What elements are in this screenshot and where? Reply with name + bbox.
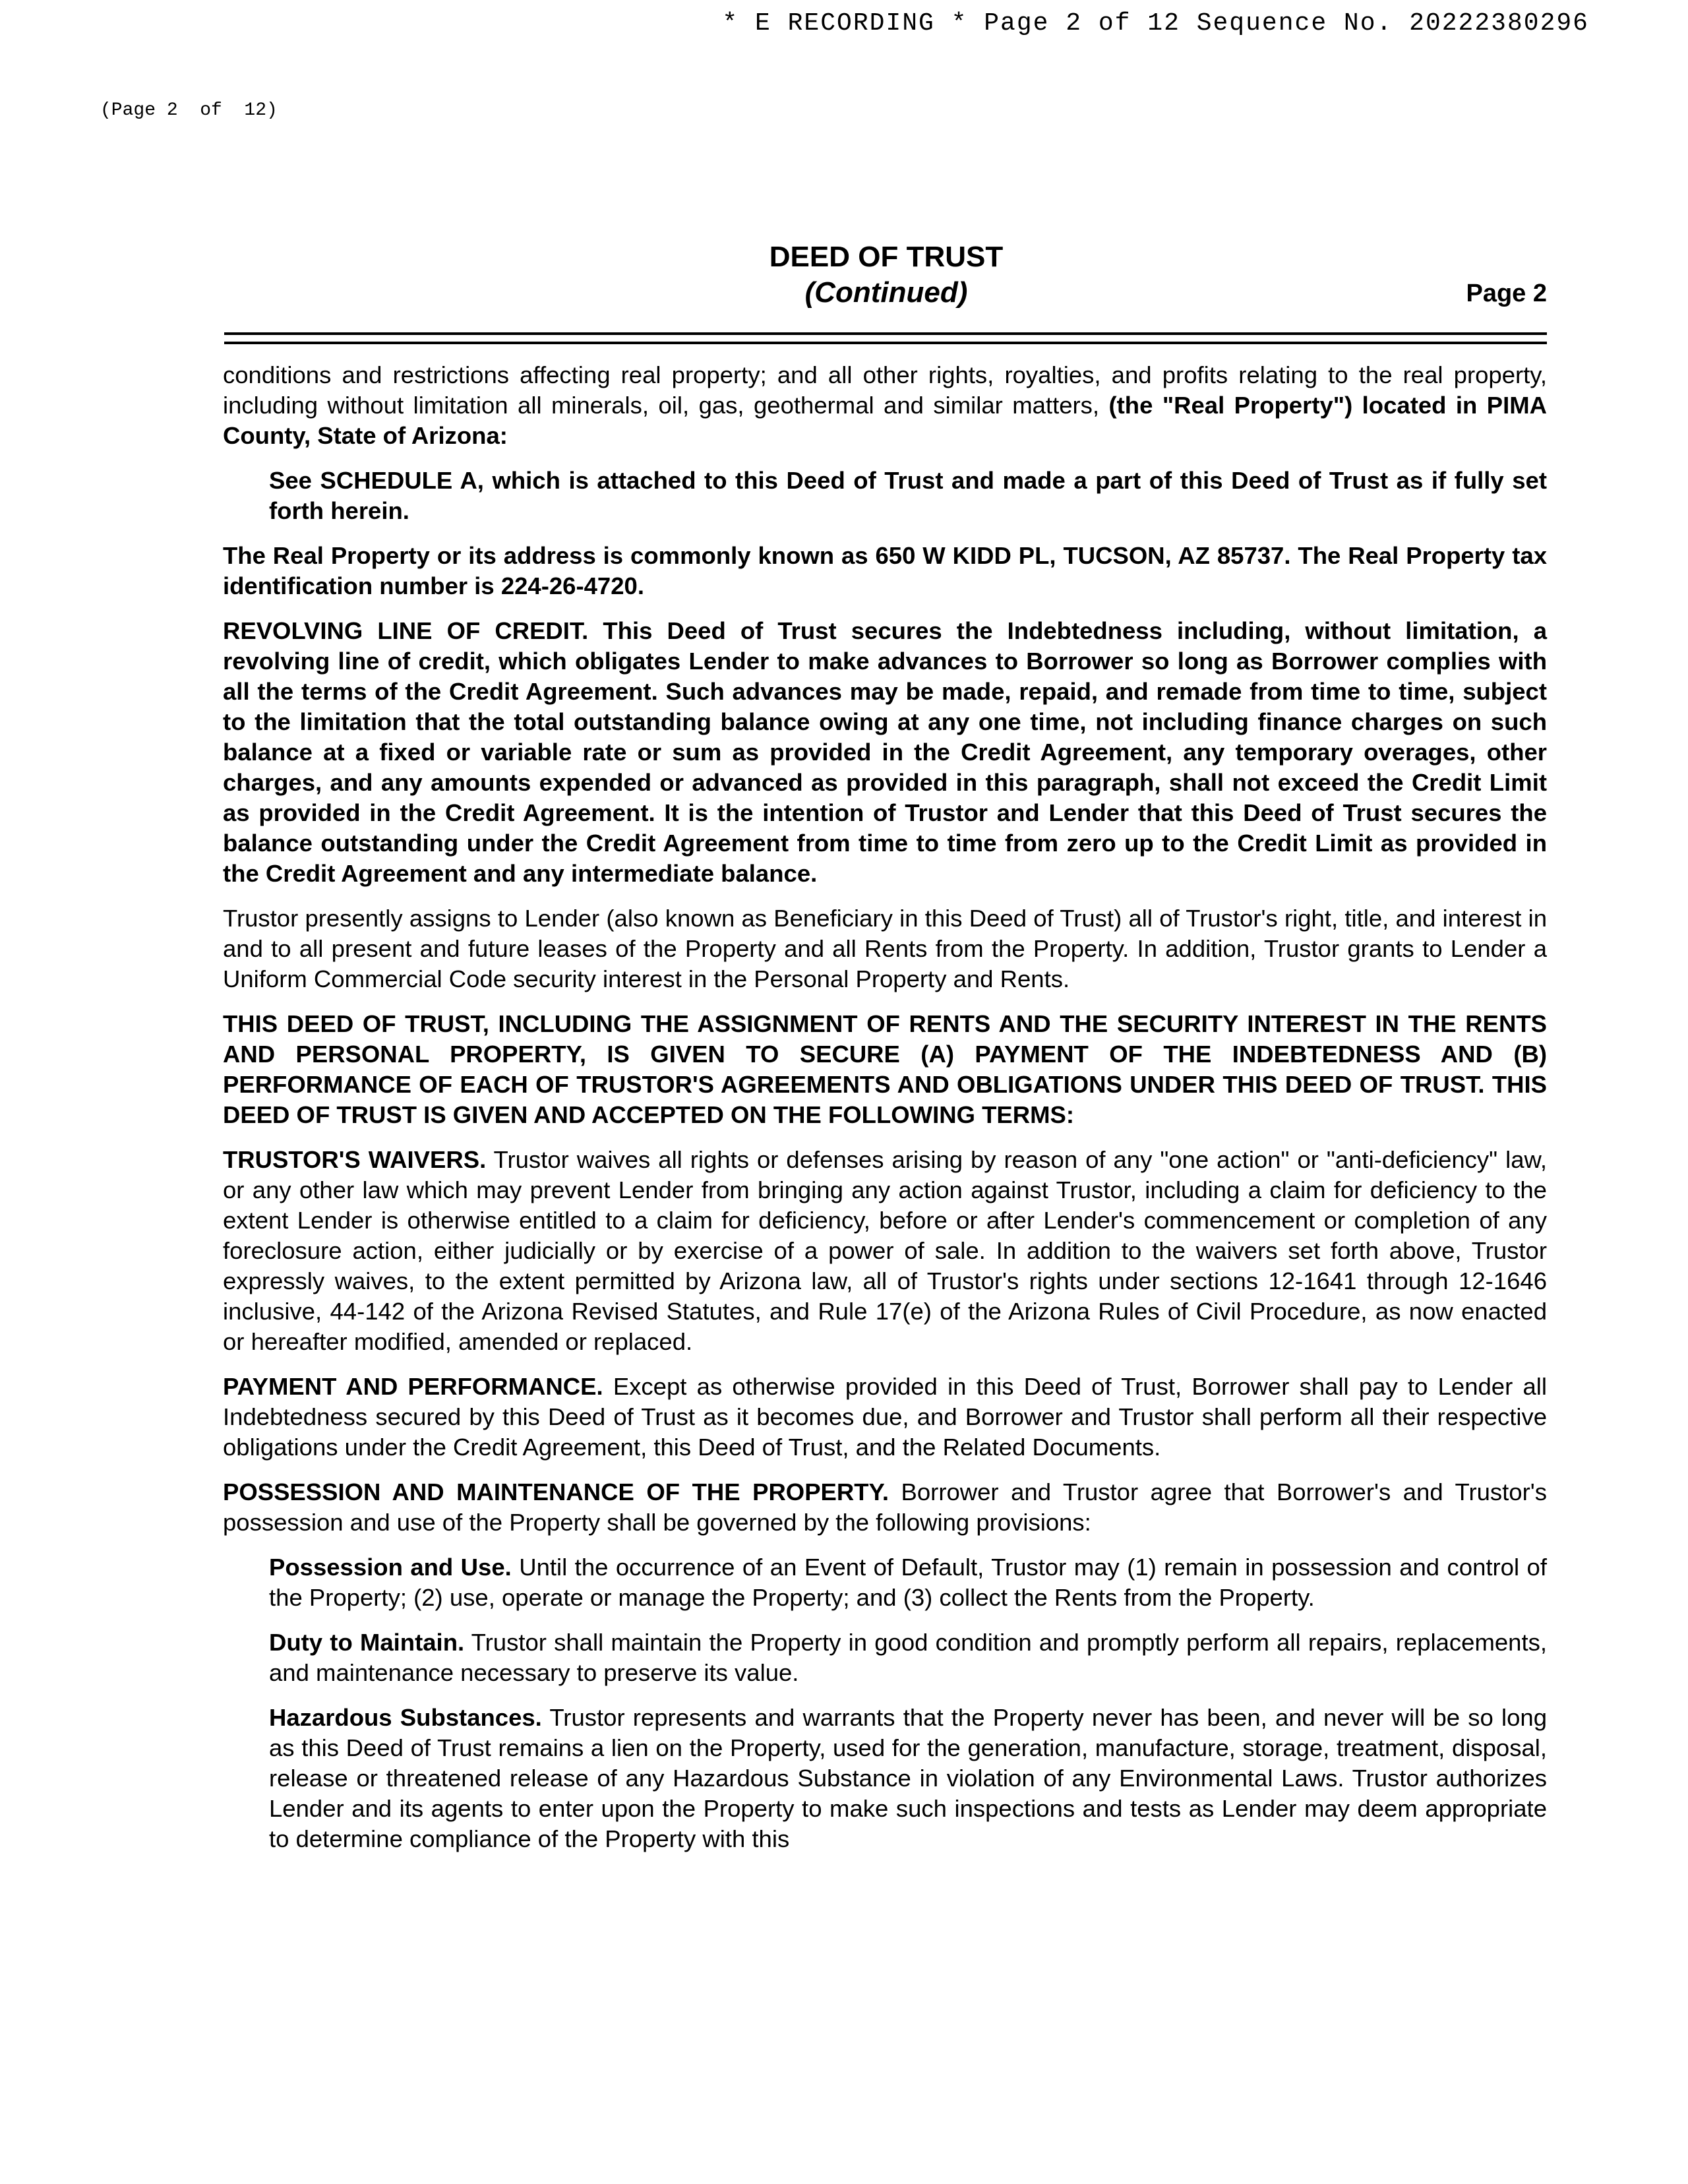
paragraph-real-property (223, 360, 1547, 451)
paragraph-property-address (223, 541, 1547, 601)
paragraph-possession-maintenance (223, 1477, 1547, 1538)
page-count: (Page 2 of 12) (100, 100, 278, 121)
subsection-heading: Hazardous Substances. (269, 1704, 542, 1731)
paragraph-assignment: Trustor presently assigns to Lender (also known as Beneficiary in this Deed of Trust) all of Trustor's right, title, and interest in and to all present and future leases of the Property and all Rents from the Property. In addition, Trustor grants to Lender a Uniform Commercial Code security interest in the Personal Property and Rents. (223, 905, 1547, 992)
header-rule-bottom (224, 342, 1547, 344)
paragraph-bold-text: See SCHEDULE A, which is attached to this Deed of Trust and made a part of this Deed of Trust as if fully set forth herein. (269, 467, 1547, 524)
page-label: Page 2 (1466, 280, 1547, 307)
paragraph-text: Trustor shall maintain the Property in good condition and promptly perform all repairs, replacements, and maintenance necessary to preserve its value. (269, 1629, 1547, 1686)
paragraph-bold-text: THIS DEED OF TRUST, INCLUDING THE ASSIGNMENT OF RENTS AND THE SECURITY INTEREST IN THE RENTS AND PERSONAL PROPERTY, IS GIVEN TO SECURE (A) PAYMENT OF THE INDEBTEDNESS AND (B) PERFORMANCE OF EACH OF TRUSTOR'S AGREEMENTS AND OBLIGATIONS UNDER THIS DEED OF TRUST. THIS DEED OF TRUST IS GIVEN AND ACCEPTED ON THE FOLLOWING TERMS: (223, 1010, 1547, 1128)
paragraph-trustors-waivers (223, 1145, 1547, 1357)
subsection-heading: Possession and Use. (269, 1554, 512, 1581)
paragraph-schedule-a (269, 466, 1547, 526)
section-heading: TRUSTOR'S WAIVERS. (223, 1146, 487, 1173)
subsection-heading: Duty to Maintain. (269, 1629, 465, 1656)
paragraph-text: Trustor waives all rights or defenses arising by reason of any "one action" or "anti-deficiency" law, or any other law which may prevent Lender from bringing any action against Trustor, including a claim for deficiency to the extent Lender is otherwise entitled to a claim for deficiency, before or after Lender's commencement or completion of any foreclosure action, either judicially or by exercise of a power of sale. In addition to the waivers set forth above, Trustor expressly waives, to the extent permitted by Arizona law, all of Trustor's rights under sections 12-1641 through 12-1646 inclusive, 44-142 of the Arizona Revised Statutes, and Rule 17(e) of the Arizona Rules of Civil Procedure, as now enacted or hereafter modified, amended or replaced. (223, 1146, 1547, 1355)
paragraph-text: Trustor represents and warrants that the Property never has been, and never will be so long as this Deed of Trust remains a lien on the Property, used for the generation, manufacture, storage, treatment, disposal, release or threatened release of any Hazardous Substance in violation of any Environmental Laws. Trustor authorizes Lender and its agents to enter upon the Property to make such inspections and tests as Lender may deem appropriate to determine compliance of the Property with this (269, 1704, 1547, 1852)
document-body (223, 360, 1547, 1869)
paragraph-hazardous-substances (269, 1703, 1547, 1854)
paragraph-bold-text: REVOLVING LINE OF CREDIT. This Deed of Trust secures the Indebtedness including, without limitation, a revolving line of credit, which obligates Lender to make advances to Borrower so long as Borrower complies with all the terms of the Credit Agreement. Such advances may be made, repaid, and remade from time to time, subject to the limitation that the total outstanding balance owing at any one time, not including finance charges on such balance at a fixed or variable rate or sum as provided in the Credit Agreement, any temporary overages, other charges, and any amounts expended or advanced as provided in this paragraph, shall not exceed the Credit Limit as provided in the Credit Agreement. It is the intention of Trustor and Lender that this Deed of Trust secures the balance outstanding under the Credit Agreement from time to time from zero up to the Credit Limit as provided in the Credit Agreement and any intermediate balance. (223, 617, 1547, 887)
document-subtitle: (Continued) (804, 276, 968, 309)
section-heading: POSSESSION AND MAINTENANCE OF THE PROPERTY. (223, 1478, 889, 1505)
paragraph-duty-maintain (269, 1627, 1547, 1688)
header-rule-top (224, 332, 1547, 335)
paragraph-possession-use (269, 1552, 1547, 1613)
paragraph-security-terms (223, 1009, 1547, 1130)
paragraph-text: Except as otherwise provided in this Deed of Trust, Borrower shall pay to Lender all Indebtedness secured by this Deed of Trust as it becomes due, and Borrower and Trustor shall perform all their respective obligations under the Credit Agreement, this Deed of Trust, and the Related Documents. (223, 1373, 1547, 1461)
paragraph-bold-text: The Real Property or its address is commonly known as 650 W KIDD PL, TUCSON, AZ 85737. The Real Property tax identification number is 224-26-4720. (223, 542, 1547, 599)
paragraph-text: Borrower and Trustor agree that Borrower's and Trustor's possession and use of the Property shall be governed by the following provisions: (223, 1478, 1547, 1536)
paragraph-bold-text: (the "Real Property") located in PIMA County, State of Arizona: (223, 392, 1547, 449)
paragraph-revolving-credit (223, 616, 1547, 889)
section-heading: PAYMENT AND PERFORMANCE. (223, 1373, 603, 1400)
document-title: DEED OF TRUST (769, 241, 1004, 273)
paragraph-text: conditions and restrictions affecting real property; and all other rights, royalties, and profits relating to the real property, including without limitation all minerals, oil, gas, geothermal and similar matters, (223, 361, 1547, 419)
recording-header: * E RECORDING * Page 2 of 12 Sequence No. 20222380296 (722, 9, 1589, 38)
paragraph-text: Until the occurrence of an Event of Default, Trustor may (1) remain in possession and control of the Property; (2) use, operate or manage the Property; and (3) collect the Rents from the Property. (269, 1554, 1547, 1611)
paragraph-payment-performance (223, 1372, 1547, 1463)
